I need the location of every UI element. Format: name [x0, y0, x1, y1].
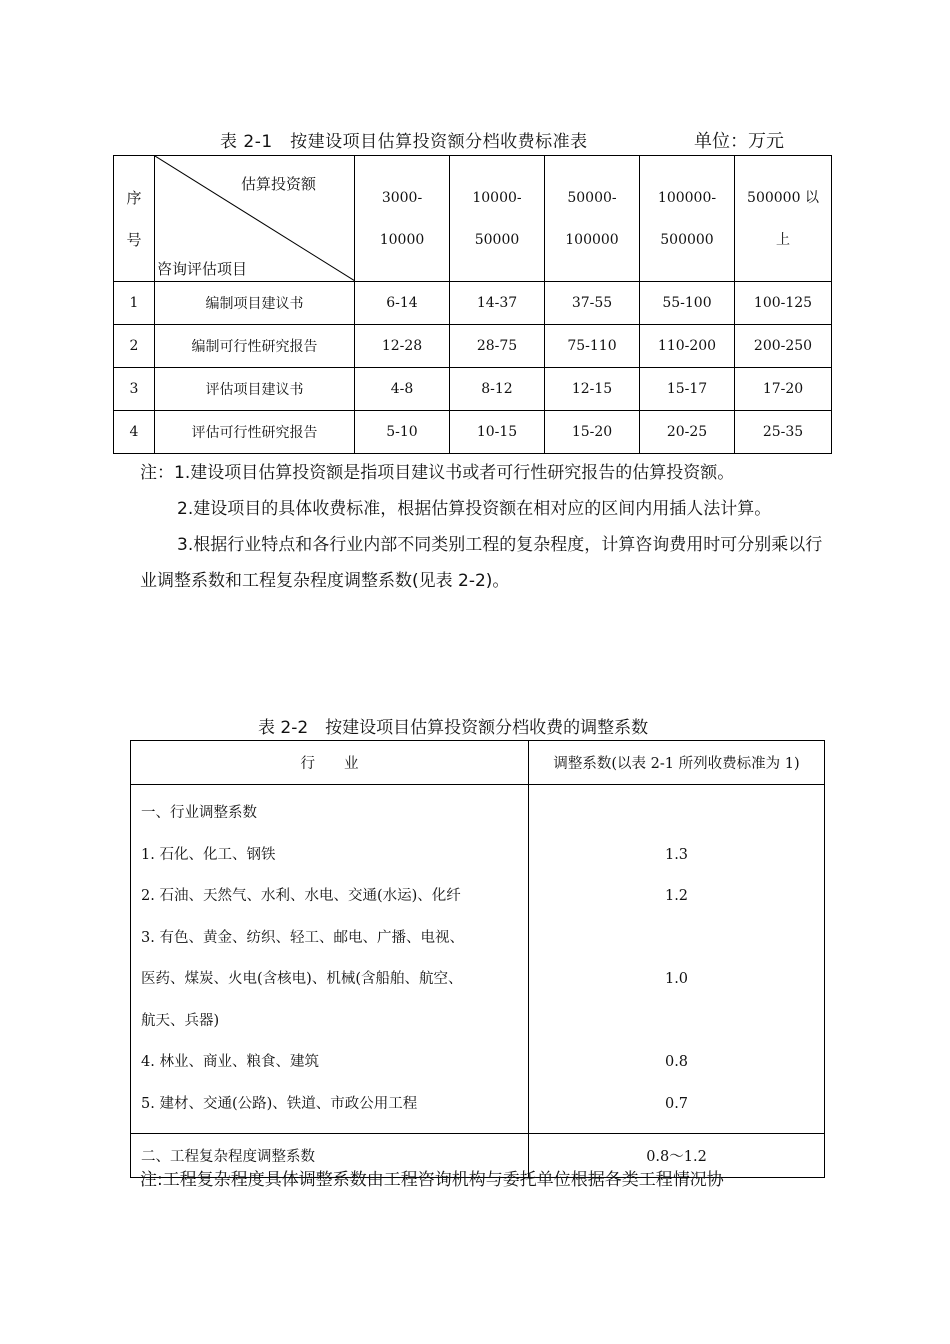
complexity-label: 二、工程复杂程度调整系数 [131, 1134, 529, 1178]
table1-header-row [114, 156, 832, 282]
notes-block [140, 455, 830, 599]
note-1: 注：1.建设项目估算投资额是指项目建议书或者可行性研究报告的估算投资额。 [140, 463, 735, 483]
list-item: 2. 石油、天然气、水利、水电、交通(水运)、化纤 [141, 888, 461, 904]
list-item: 5. 建材、交通(公路)、铁道、市政公用工程 [141, 1095, 418, 1112]
row-value: 12-15 [545, 368, 640, 411]
row-item: 编制项目建议书 [155, 282, 355, 325]
row-value: 12-28 [355, 325, 450, 368]
row-number: 1 [114, 282, 155, 325]
row-value: 4-8 [355, 368, 450, 411]
fee-standard-table [113, 155, 832, 454]
table-row [114, 411, 832, 454]
range-header: 100000- 500000 [640, 156, 735, 282]
row-value: 20-25 [640, 411, 735, 454]
range-header: 10000- 50000 [450, 156, 545, 282]
row-value: 75-110 [545, 325, 640, 368]
table-row [114, 325, 832, 368]
diag-top-label: 估算投资额 [241, 175, 317, 193]
list-item: 航天、兵器) [141, 1012, 220, 1029]
coefficient-value [529, 918, 824, 960]
row-value: 100-125 [735, 282, 832, 325]
table1-title: 表 2-1 按建设项目估算投资额分档收费标准表 [220, 132, 588, 152]
row-value: 10-15 [450, 411, 545, 454]
row-value: 15-17 [640, 368, 735, 411]
coefficient-value [529, 1001, 824, 1043]
row-value: 28-75 [450, 325, 545, 368]
coefficient-value: 1.2 [664, 888, 689, 904]
row-item: 编制可行性研究报告 [155, 325, 355, 368]
table2-title: 表 2-2 按建设项目估算投资额分档收费的调整系数 [258, 718, 649, 738]
row-value: 8-12 [450, 368, 545, 411]
row-item: 评估项目建议书 [155, 368, 355, 411]
table1-title-row [0, 127, 950, 151]
row-value: 15-20 [545, 411, 640, 454]
adjustment-coefficient-table [130, 740, 825, 1178]
seq-header: 序 号 [114, 156, 155, 282]
table1-unit: 单位：万元 [694, 131, 784, 152]
coefficient-header: 调整系数(以表 2-1 所列收费标准为 1) [529, 741, 825, 785]
list-item: 医药、煤炭、火电(含核电)、机械(含船舶、航空、 [141, 971, 463, 987]
diag-bottom-label: 咨询评估项目 [157, 260, 248, 278]
coefficient-value: 0.8 [664, 1054, 689, 1070]
row-value: 6-14 [355, 282, 450, 325]
table2-header-row [131, 741, 825, 785]
row-number: 4 [114, 411, 155, 454]
row-value: 37-55 [545, 282, 640, 325]
coefficient-value: 1.3 [664, 846, 689, 863]
row-value: 25-35 [735, 411, 832, 454]
table-row [114, 368, 832, 411]
row-number: 2 [114, 325, 155, 368]
list-item: 一、行业调整系数 [141, 805, 257, 821]
diagonal-header-cell [155, 156, 355, 282]
list-item: 1. 石化、化工、钢铁 [141, 846, 276, 863]
row-value: 17-20 [735, 368, 832, 411]
row-value: 5-10 [355, 411, 450, 454]
row-value: 55-100 [640, 282, 735, 325]
row-value: 200-250 [735, 325, 832, 368]
industry-header: 行 业 [131, 741, 529, 785]
range-header: 50000- 100000 [545, 156, 640, 282]
note-3: 3.根据行业特点和各行业内部不同类别工程的复杂程度，计算咨询费用时可分别乘以行业调整系数和工程复杂程度调整系数(见表 2-2)。 [140, 535, 823, 591]
coefficient-value [529, 793, 824, 835]
table-row [114, 282, 832, 325]
note-2: 2.建设项目的具体收费标准，根据估算投资额在相对应的区间内用插人法计算。 [177, 499, 772, 519]
coefficient-value: 1.0 [664, 971, 689, 987]
industry-list [131, 785, 529, 1134]
table2-note: 注:工程复杂程度具体调整系数由工程咨询机构与委托单位根据各类工程情况协 [140, 1170, 724, 1190]
range-header: 3000- 10000 [355, 156, 450, 282]
complexity-value: 0.8～1.2 [529, 1134, 825, 1178]
row-value: 14-37 [450, 282, 545, 325]
row-value: 110-200 [640, 325, 735, 368]
coefficient-value: 0.7 [664, 1095, 689, 1112]
list-item: 4. 林业、商业、粮食、建筑 [141, 1054, 319, 1070]
row-number: 3 [114, 368, 155, 411]
row-item: 评估可行性研究报告 [155, 411, 355, 454]
list-item: 3. 有色、黄金、纺织、轻工、邮电、广播、电视、 [141, 929, 464, 946]
coefficient-list [529, 785, 825, 1134]
table2-industry-row [131, 785, 825, 1134]
range-header: 500000 以 上 [735, 156, 832, 282]
